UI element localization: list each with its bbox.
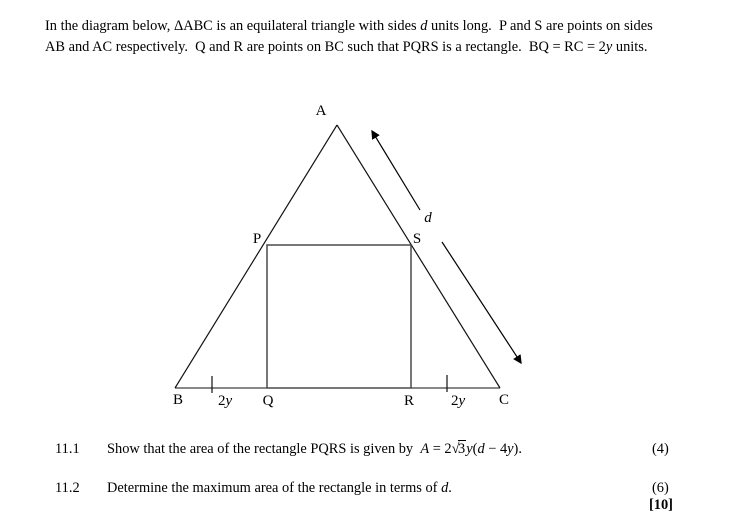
q1-formula-minus: − 4 — [484, 441, 508, 457]
q1-formula-close-paren: ). — [513, 441, 522, 457]
q1-formula-open-paren: ( — [472, 441, 478, 457]
question-11-1-text — [107, 441, 522, 458]
q1-formula-radicand: 3 — [458, 441, 466, 457]
question-11-2-text — [107, 480, 452, 497]
point-r-label: R — [403, 393, 415, 409]
vertex-a-label: A — [315, 103, 327, 119]
point-p-label: P — [252, 231, 262, 247]
point-s-label: S — [412, 231, 422, 247]
q2-text-var-d: d — [441, 480, 449, 496]
question-11-1-number: 11.1 — [55, 441, 80, 457]
segment-bq-num: 2 — [218, 393, 226, 409]
q1-formula-y2: y — [507, 441, 514, 457]
question-11-2-number: 11.2 — [55, 480, 80, 496]
question-11-2-marks: (6) — [652, 480, 669, 496]
segment-bq-label — [218, 393, 233, 409]
point-q-label: Q — [262, 393, 274, 409]
vertex-c-label: C — [498, 392, 510, 408]
q2-text-post: . — [448, 480, 452, 496]
rectangle-pqrs — [267, 245, 411, 388]
intro-line1-var-d: d — [420, 18, 428, 34]
segment-bq-var: y — [225, 393, 233, 409]
q1-formula-equals: = 2 — [429, 441, 452, 457]
q1-formula-y1: y — [466, 441, 473, 457]
length-arrow-upper — [372, 131, 420, 210]
side-ab-line — [175, 125, 337, 388]
side-d-label: d — [424, 210, 432, 226]
q1-text: Show that the area of the rectangle PQRS is given by — [107, 441, 421, 457]
segment-rc-num: 2 — [451, 393, 459, 409]
q1-formula-var-d: d — [477, 441, 485, 457]
total-marks: [10] — [649, 497, 673, 513]
segment-rc-var: y — [458, 393, 466, 409]
q2-text-pre: Determine the maximum area of the rectangle in terms of — [107, 480, 442, 496]
intro-line2-pre: AB and AC respectively. Q and R are points on BC such that PQRS is a rectangle. BQ = RC = 2 — [45, 38, 606, 55]
q1-formula-root: √ — [451, 441, 459, 457]
question-11-1-marks: (4) — [652, 441, 669, 457]
intro-line1-pre: In the diagram below, ΔABC is an equilateral triangle with sides — [45, 18, 421, 34]
side-ac-line — [337, 125, 500, 388]
intro-line1-post: units long. P and S are points on sides — [427, 18, 653, 34]
intro-line2-post: units. — [612, 38, 648, 55]
segment-rc-label — [451, 393, 466, 409]
intro-line2-var-y: y — [605, 38, 613, 55]
q1-formula-var-a: A — [420, 441, 430, 457]
length-arrow-lower — [442, 242, 521, 363]
vertex-b-label: B — [172, 392, 184, 408]
